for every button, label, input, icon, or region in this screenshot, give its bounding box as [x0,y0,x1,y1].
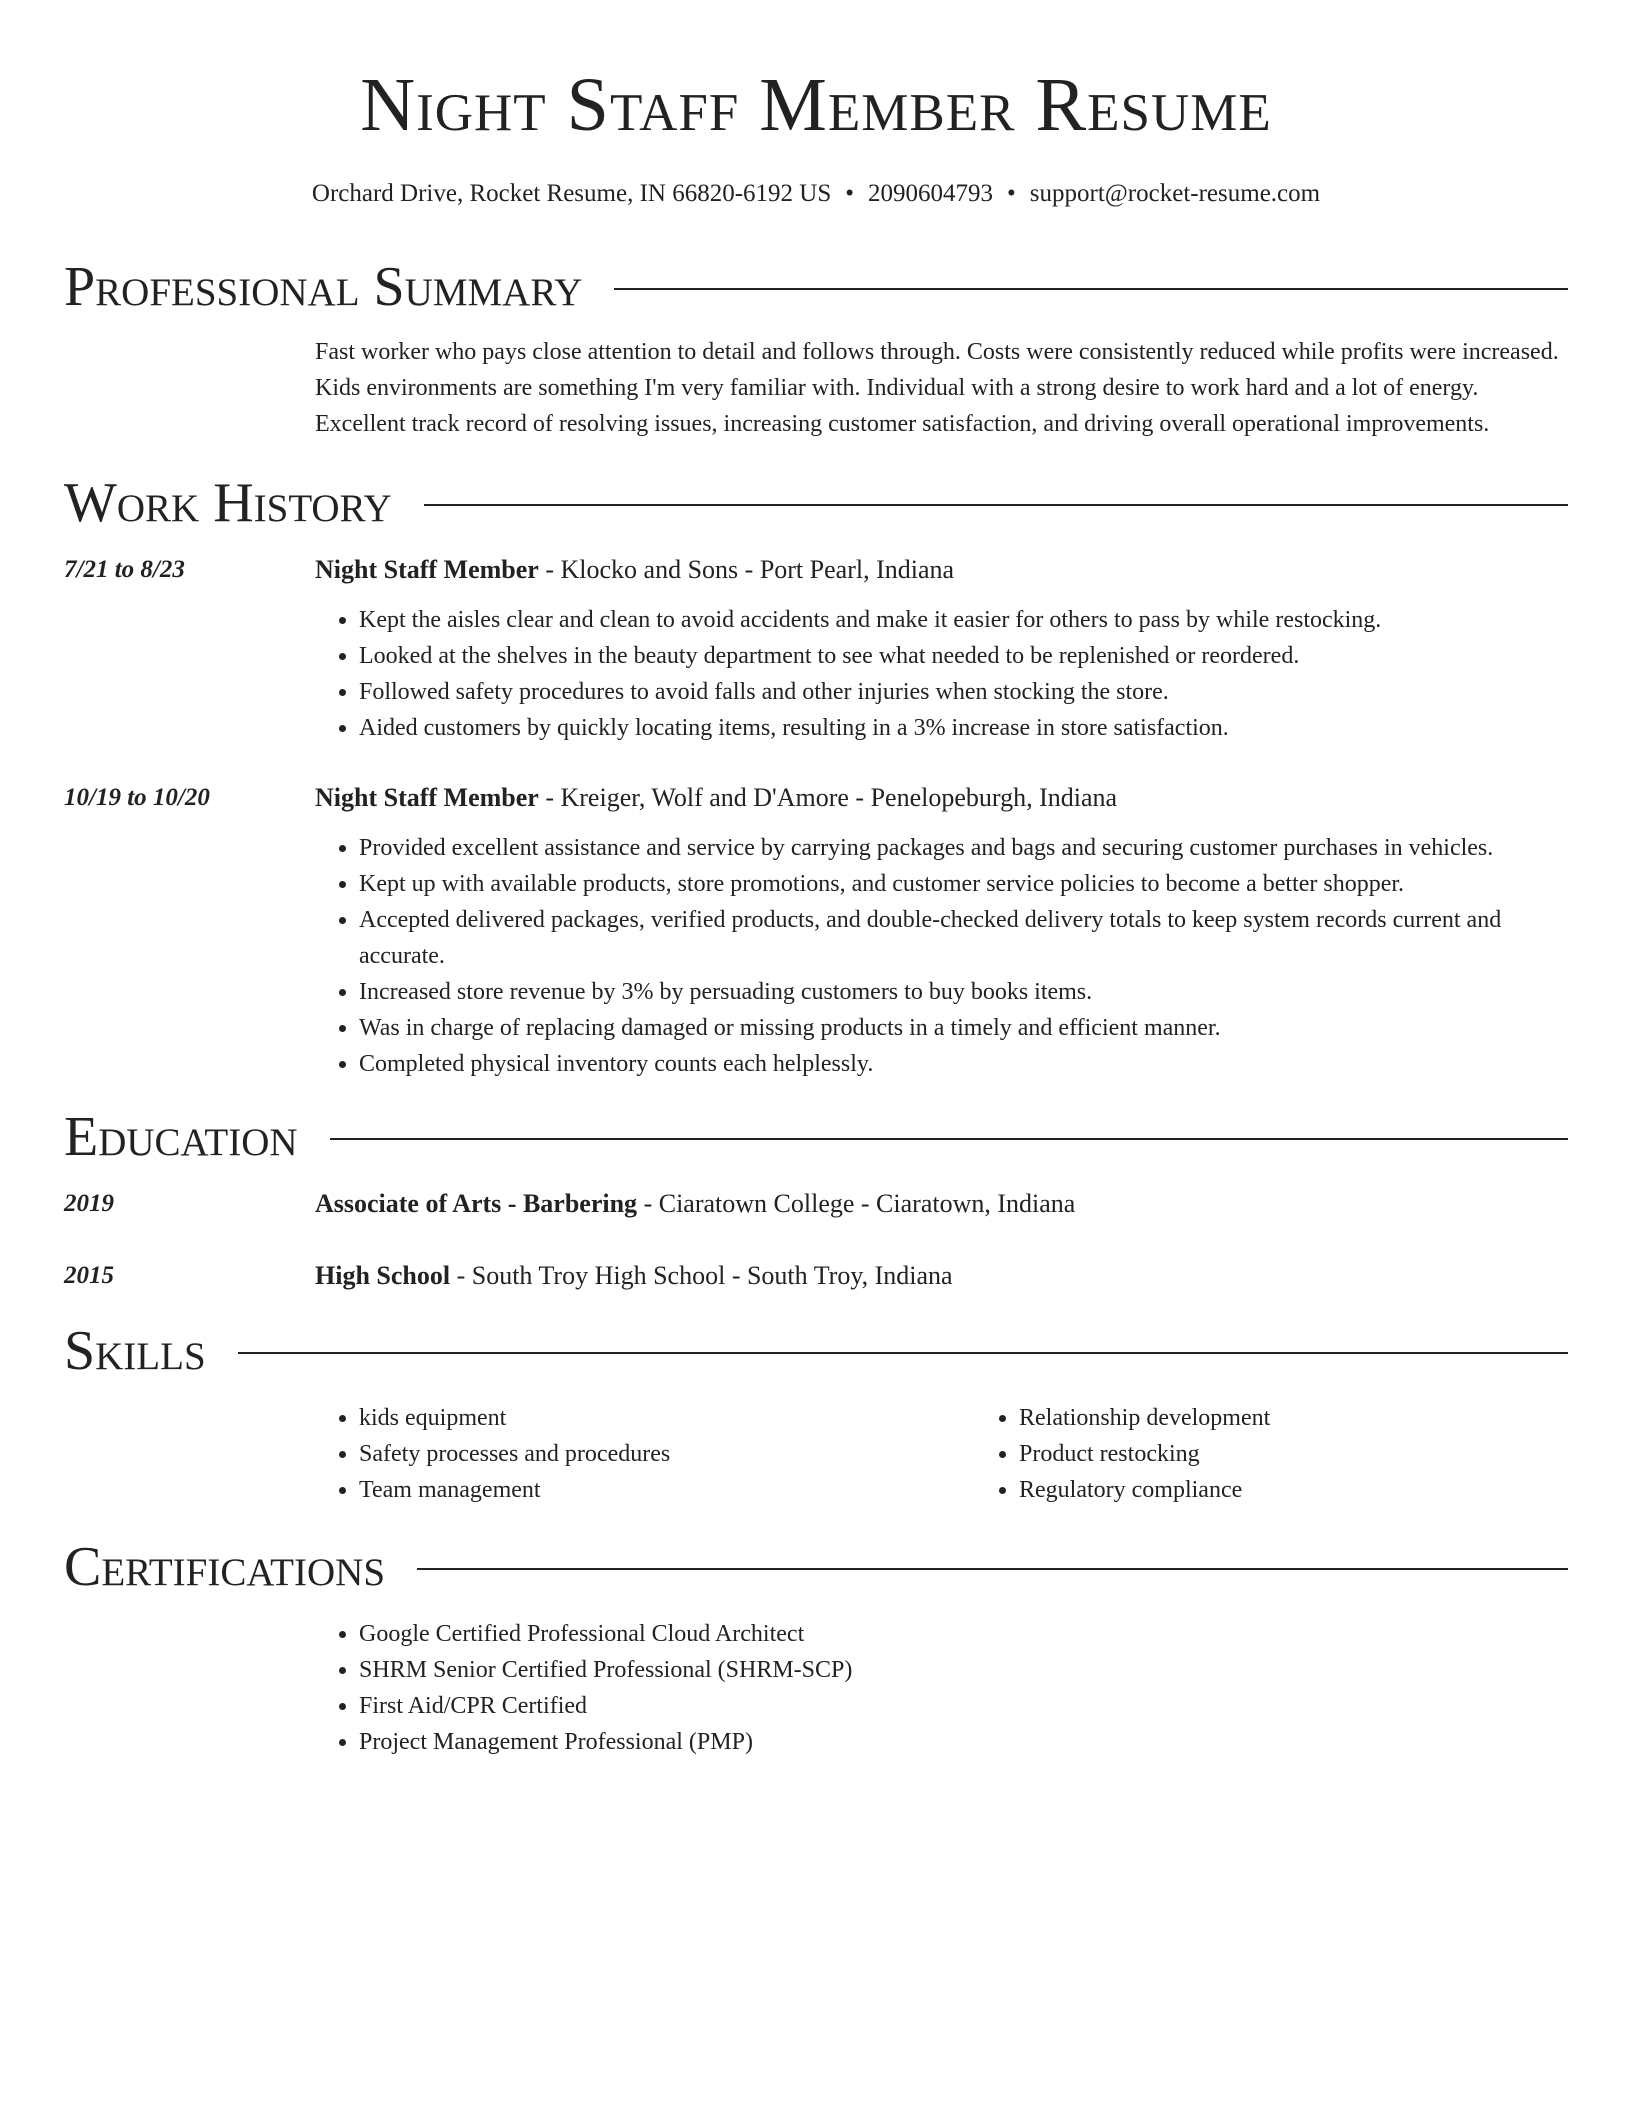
school-details: - Ciaratown College - Ciaratown, Indiana [637,1189,1076,1218]
section-divider [238,1352,1568,1354]
work-bullets [315,602,1568,746]
contact-separator: • [845,180,855,207]
work-bullets [315,830,1568,1082]
education-title-line [315,1258,1568,1294]
certification-item: • First Aid/CPR Certified [359,1688,1568,1724]
skill-item: • kids equipment [359,1400,975,1436]
education-body [315,1258,1568,1294]
skills-column-right [975,1400,1632,1508]
work-entry [64,780,1568,1082]
list-item: • Aided customers by quickly locating items, resulting in a 3% increase in store satisfaction. [359,710,1568,746]
work-title-line [315,552,1568,588]
work-entry [64,552,1568,746]
education-date: 2015 [64,1262,114,1289]
work-body [315,552,1568,746]
work-date: 7/21 to 8/23 [64,556,185,583]
education-entry [64,1258,1568,1294]
contact-phone: 2090604793 [868,180,994,207]
skill-item: • Safety processes and procedures [359,1436,975,1472]
list-item: • Completed physical inventory counts each helplessly. [359,1046,1568,1082]
education-entry [64,1186,1568,1222]
work-title-line [315,780,1568,816]
education-title-line [315,1186,1568,1222]
list-item: • Increased store revenue by 3% by persuading customers to buy books items. [359,974,1568,1010]
section-divider [330,1138,1568,1140]
list-item: • Was in charge of replacing damaged or missing products in a timely and efficient manner. [359,1010,1568,1046]
contact-separator: • [1007,180,1016,207]
section-header-certifications [64,1536,1568,1598]
job-employer: - Klocko and Sons - Port Pearl, Indiana [538,555,955,584]
certifications-bullets [315,1616,1568,1760]
list-item: • Accepted delivered packages, verified products, and double-checked delivery totals to keep system records current and accurate. [359,902,1568,974]
section-divider [424,504,1568,506]
list-item: • Kept the aisles clear and clean to avoid accidents and make it easier for others to pass by while restocking. [359,602,1568,638]
section-header-skills [64,1320,1568,1382]
contact-line [64,178,1568,210]
degree-title: High School [315,1261,451,1290]
list-item: • Provided excellent assistance and service by carrying packages and bags and securing customer purchases in vehicles. [359,830,1568,866]
work-body [315,780,1568,1082]
skills-grid [315,1400,1568,1508]
degree-title: Associate of Arts - Barbering [315,1189,638,1218]
job-title: Night Staff Member [315,783,539,812]
contact-address: Orchard Drive, Rocket Resume, IN 66820-6192 US [311,180,832,207]
certification-item: • SHRM Senior Certified Professional (SHRM-SCP) [359,1652,1568,1688]
section-title-certifications: Certifications [64,1536,386,1598]
list-item: • Followed safety procedures to avoid falls and other injuries when stocking the store. [359,674,1568,710]
section-header-education [64,1106,1568,1168]
contact-email: support@rocket-resume.com [1029,180,1321,207]
section-header-work [64,472,1568,534]
skill-item: • Regulatory compliance [1019,1472,1632,1508]
job-employer: - Kreiger, Wolf and D'Amore - Penelopeburgh, Indiana [538,783,1118,812]
school-details: - South Troy High School - South Troy, Indiana [450,1261,953,1290]
skill-item: • Team management [359,1472,975,1508]
certification-item: • Google Certified Professional Cloud Architect [359,1616,1568,1652]
skill-item: • Product restocking [1019,1436,1632,1472]
section-title-education: Education [64,1106,298,1168]
skills-column-left [315,1400,975,1508]
education-date: 2019 [64,1190,114,1217]
section-divider [614,288,1568,290]
list-item: • Kept up with available products, store promotions, and customer service policies to become a better shopper. [359,866,1568,902]
education-body [315,1186,1568,1222]
job-title: Night Staff Member [315,555,539,584]
section-title-summary: Professional Summary [64,256,583,318]
section-title-work: Work History [64,472,392,534]
section-title-skills: Skills [64,1320,206,1382]
section-divider [417,1568,1568,1570]
skill-item: • Relationship development [1019,1400,1632,1436]
work-date: 10/19 to 10/20 [64,784,210,811]
section-header-summary [64,256,1568,318]
certification-item: • Project Management Professional (PMP) [359,1724,1568,1760]
summary-text: Fast worker who pays close attention to detail and follows through. Costs were consistently reduced while profits were increased. Kids environments are something I'm very familiar with. Individual with a strong desire to work hard and a lot of energy. Excellent track record of resolving issues, increasing customer satisfaction, and driving overall operational improvements. [315,339,1559,437]
certifications-list [315,1616,1568,1760]
list-item: • Looked at the shelves in the beauty department to see what needed to be replenished or reordered. [359,638,1568,674]
resume-title: Night Staff Member Resume [360,63,1272,147]
